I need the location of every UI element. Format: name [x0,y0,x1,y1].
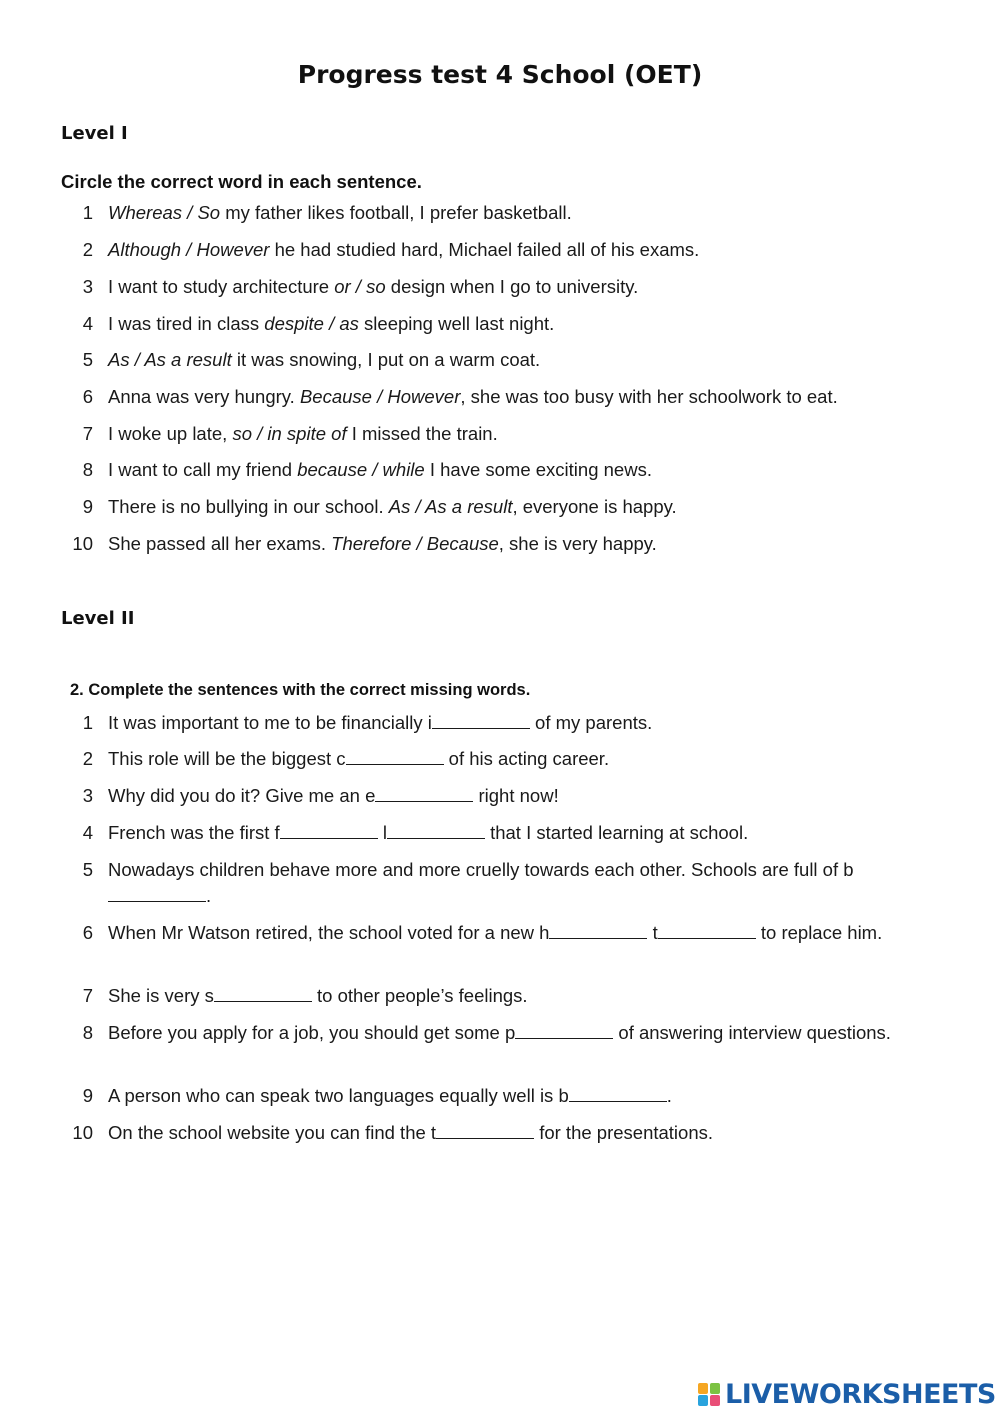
answer-blank[interactable] [346,746,444,765]
item-number: 4 [82,313,93,334]
sentence-text: for the presentations. [534,1122,714,1143]
sentence-text: She is very s [108,985,214,1006]
item-number: 6 [82,386,93,407]
word-choice[interactable]: Although / However [108,239,270,260]
item-text [108,1120,908,1146]
answer-blank[interactable] [280,820,378,839]
item-number: 3 [82,276,93,297]
word-choice[interactable]: Whereas / So [108,202,221,223]
answer-blank[interactable] [108,883,206,902]
item-number: 7 [82,423,93,444]
word-choice[interactable]: As / As a result [108,349,232,370]
sentence-text: Why did you do it? Give me an e [108,785,376,806]
level-1-instruction: Circle the correct word in each sentence. [61,171,422,192]
item-number: 1 [82,202,93,223]
item-text [108,237,908,263]
sentence-text: I want to call my friend [108,459,298,480]
sentence-text: to replace him. [755,922,883,943]
sentence-text: Before you apply for a job, you should get some p [108,1022,516,1043]
sentence-text: When Mr Watson retired, the school voted for a new h [108,922,550,943]
sentence-text: t [647,922,658,943]
item-text [108,983,908,1009]
item-number: 9 [82,1085,93,1106]
item-text [108,421,908,447]
item-number: 10 [72,1122,93,1143]
item-number: 9 [82,496,93,517]
sentence-text: It was important to me to be financially i [108,712,432,733]
sentence-text: A person who can speak two languages equally well is b [108,1085,569,1106]
sentence-text: Nowadays children behave more and more cruelly towards each other. Schools are full of b [108,859,854,880]
sentence-text: of answering interview questions. [613,1022,891,1043]
answer-blank[interactable] [436,1120,534,1139]
sentence-text: it was snowing, I put on a warm coat. [231,349,541,370]
sentence-text: to other people’s feelings. [311,985,528,1006]
logo-blocks-icon [698,1381,722,1407]
item-text [108,457,908,483]
sentence-text: , she was too busy with her schoolwork to eat. [460,386,838,407]
sentence-text: he had studied hard, Michael failed all of his exams. [269,239,700,260]
sentence-text: of his acting career. [443,748,610,769]
sentence-text: I woke up late, [108,423,233,444]
item-text [108,274,908,300]
word-choice[interactable]: despite / as [264,313,359,334]
level-1-heading: Level I [61,123,128,144]
item-text [108,347,908,373]
sentence-text: I was tired in class [108,313,265,334]
sentence-text: . [666,1085,672,1106]
sentence-text: l [377,822,387,843]
sentence-text: I want to study architecture [108,276,335,297]
item-number: 8 [82,1022,93,1043]
item-number: 6 [82,922,93,943]
item-number: 7 [82,985,93,1006]
sentence-text: French was the first f [108,822,280,843]
sentence-text: This role will be the biggest c [108,748,346,769]
item-number: 4 [82,822,93,843]
sentence-text: . [206,885,212,906]
item-text [108,746,908,772]
item-text [108,920,908,946]
item-text [108,531,908,557]
item-text [108,384,908,410]
sentence-text: that I started learning at school. [484,822,749,843]
sentence-text: my father likes football, I prefer basketball. [220,202,572,223]
answer-blank[interactable] [375,783,473,802]
item-text [108,1020,908,1046]
sentence-text: Anna was very hungry. [108,386,300,407]
sentence-text: I have some exciting news. [424,459,652,480]
item-number: 8 [82,459,93,480]
answer-blank[interactable] [387,820,485,839]
item-text [108,710,908,736]
sentence-text: sleeping well last night. [358,313,555,334]
liveworksheets-logo [698,1377,996,1411]
item-number: 3 [82,785,93,806]
answer-blank[interactable] [515,1020,613,1039]
sentence-text: , everyone is happy. [512,496,677,517]
word-choice[interactable]: or / so [334,276,386,297]
item-number: 1 [82,712,93,733]
word-choice[interactable]: Because / However [299,386,461,407]
item-number: 2 [82,239,93,260]
item-text [108,820,908,846]
item-number: 10 [72,533,93,554]
word-choice[interactable]: As / As a result [388,496,513,517]
word-choice[interactable]: Therefore / Because [331,533,499,554]
level-2-heading: Level II [61,608,135,629]
answer-blank[interactable] [432,710,530,729]
item-text [108,200,908,226]
sentence-text: of my parents. [529,712,653,733]
item-text [108,857,908,909]
item-text [108,311,908,337]
item-number: 5 [82,859,93,880]
answer-blank[interactable] [214,983,312,1002]
answer-blank[interactable] [549,920,647,939]
item-number: 2 [82,748,93,769]
answer-blank[interactable] [658,920,756,939]
item-text [108,783,908,809]
item-text [108,1083,908,1109]
item-number: 5 [82,349,93,370]
item-text [108,494,908,520]
level-2-instruction: 2. Complete the sentences with the correct missing words. [70,681,531,699]
sentence-text: There is no bullying in our school. [108,496,389,517]
sentence-text: I missed the train. [346,423,498,444]
word-choice[interactable]: because / while [297,459,425,480]
page-title: Progress test 4 School (OET) [297,60,703,89]
answer-blank[interactable] [569,1083,667,1102]
sentence-text: She passed all her exams. [108,533,332,554]
logo-text: LIVEWORKSHEETS [725,1378,996,1410]
sentence-text: On the school website you can find the t [108,1122,437,1143]
sentence-text: , she is very happy. [498,533,657,554]
word-choice[interactable]: so / in spite of [232,423,347,444]
sentence-text: design when I go to university. [385,276,639,297]
sentence-text: right now! [473,785,559,806]
